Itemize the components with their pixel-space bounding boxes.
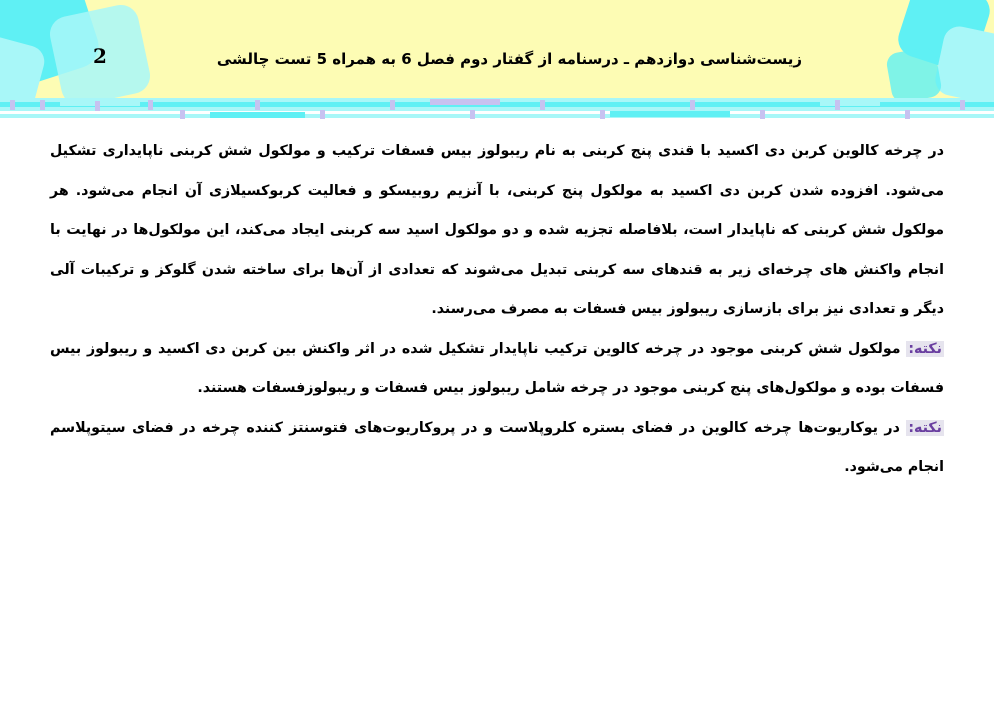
header-title: زیست‌شناسی دوازدهم ـ درسنامه از گفتار دوم فصل 6 به همراه 5 تست چالشی <box>216 50 802 68</box>
page-header <box>0 0 994 98</box>
header-stripe-decoration <box>0 98 994 120</box>
note-2 <box>50 409 944 488</box>
note-1-text: مولکول شش کربنی موجود در چرخه کالوین ترکیب ناپایدار تشکیل شده در اثر واکنش بین کربن دی اکسید و ریبولوز بیس فسفات بوده و مولکول‌های پنج کربنی موجود در چرخه شامل ریبولوز بیس فسفات و ریبولوزفسفات هستند. <box>50 340 944 396</box>
note-2-text: در یوکاریوت‌ها چرخه کالوین در فضای بستره کلروپلاست و در پروکاریوت‌های فتوسنتز کننده چرخه در فضای سیتوپلاسم انجام می‌شود. <box>50 419 944 475</box>
note-1-label: نکته: <box>908 340 942 357</box>
lesson-body <box>50 132 944 488</box>
lesson-paragraph: در چرخه کالوین کربن دی اکسید با قندی پنج کربنی به نام ریبولوز بیس فسفات ترکیب و مولکول شش کربنی ناپایداری تشکیل می‌شود. افزوده شدن کربن دی اکسید به مولکول پنج کربنی، با آنزیم روبیسکو و فعالیت کربوکسیلازی آن انجام می‌شود. هر مولکول شش کربنی که ناپایدار است، بلافاصله تجزیه شده و دو مولکول اسید سه کربنی ایجاد می‌کند، این مولکول‌ها در نهایت با انجام واکنش های چرخه‌ای زیر به قندهای سه کربنی تبدیل می‌شوند که تعدادی از آن‌ها برای ساخته شدن گلوکز و ترکیبات آلی دیگر و تعدادی نیز برای بازسازی ریبولوز بیس فسفات به مصرف می‌رسند. <box>50 143 944 317</box>
page-number: 2 <box>93 44 107 68</box>
header-decoration-left <box>0 0 170 98</box>
note-2-label: نکته: <box>908 419 942 436</box>
header-decoration-right <box>884 0 994 98</box>
note-1 <box>50 330 944 409</box>
